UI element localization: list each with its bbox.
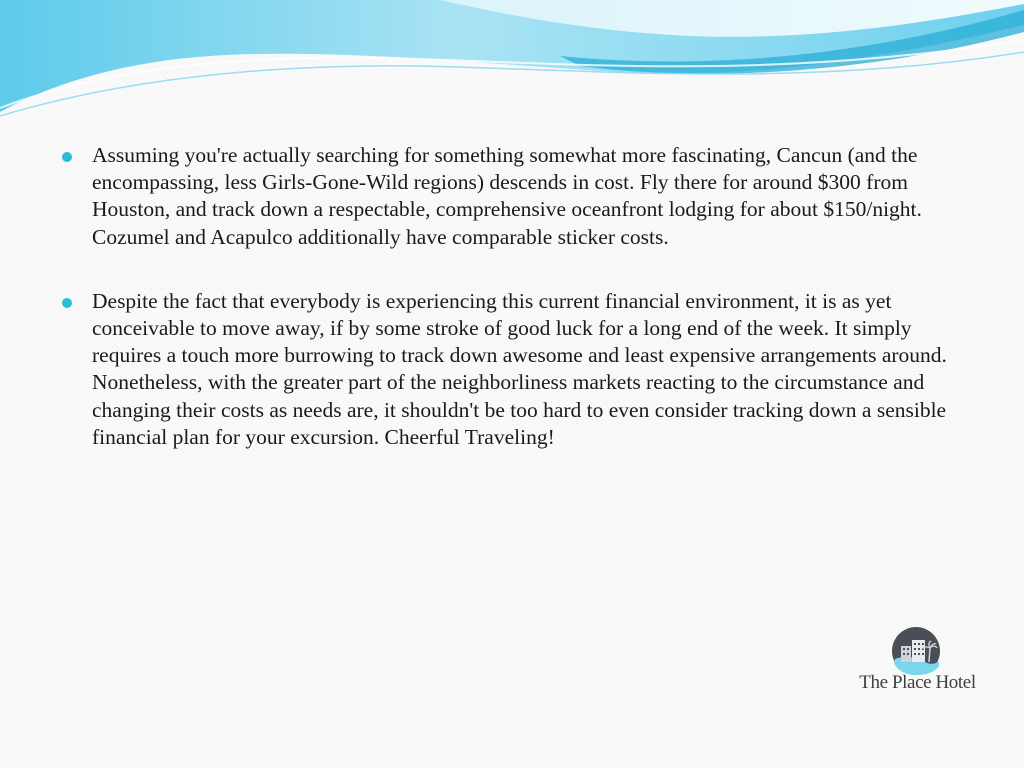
bullet-text: Assuming you're actually searching for something somewhat more fascinating, Cancun (and the encompassing, less Girls-Gone-Wild regions) descends in cost. Fly there for around $300 from Houston, and track down a respectable, comprehensive oceanfront lodging for about $150/night. Cozumel and Acapulco additionally have comparable sticker costs. [92,143,922,249]
hotel-emblem-icon [891,626,941,676]
bullet-item [62,142,972,251]
header-wave-decoration [0,0,1024,120]
bullet-dot-icon [62,298,72,308]
hotel-logo [850,622,985,702]
hotel-logo-text: The Place Hotel [859,672,976,693]
bullet-item [62,288,972,451]
bullet-dot-icon [62,152,72,162]
bullet-list [62,142,972,488]
bullet-text: Despite the fact that everybody is experiencing this current financial environment, it is as yet conceivable to move away, if by some stroke of good luck for a long end of the week. It simply requires a touch more burrowing to track down awesome and least expensive arrangements around. Nonetheless, with the greater part of the neighborliness markets reacting to the circumstance and changing their costs as needs are, it shouldn't be too hard to even consider tracking down a sensible financial plan for your excursion. Cheerful Traveling! [92,288,947,449]
